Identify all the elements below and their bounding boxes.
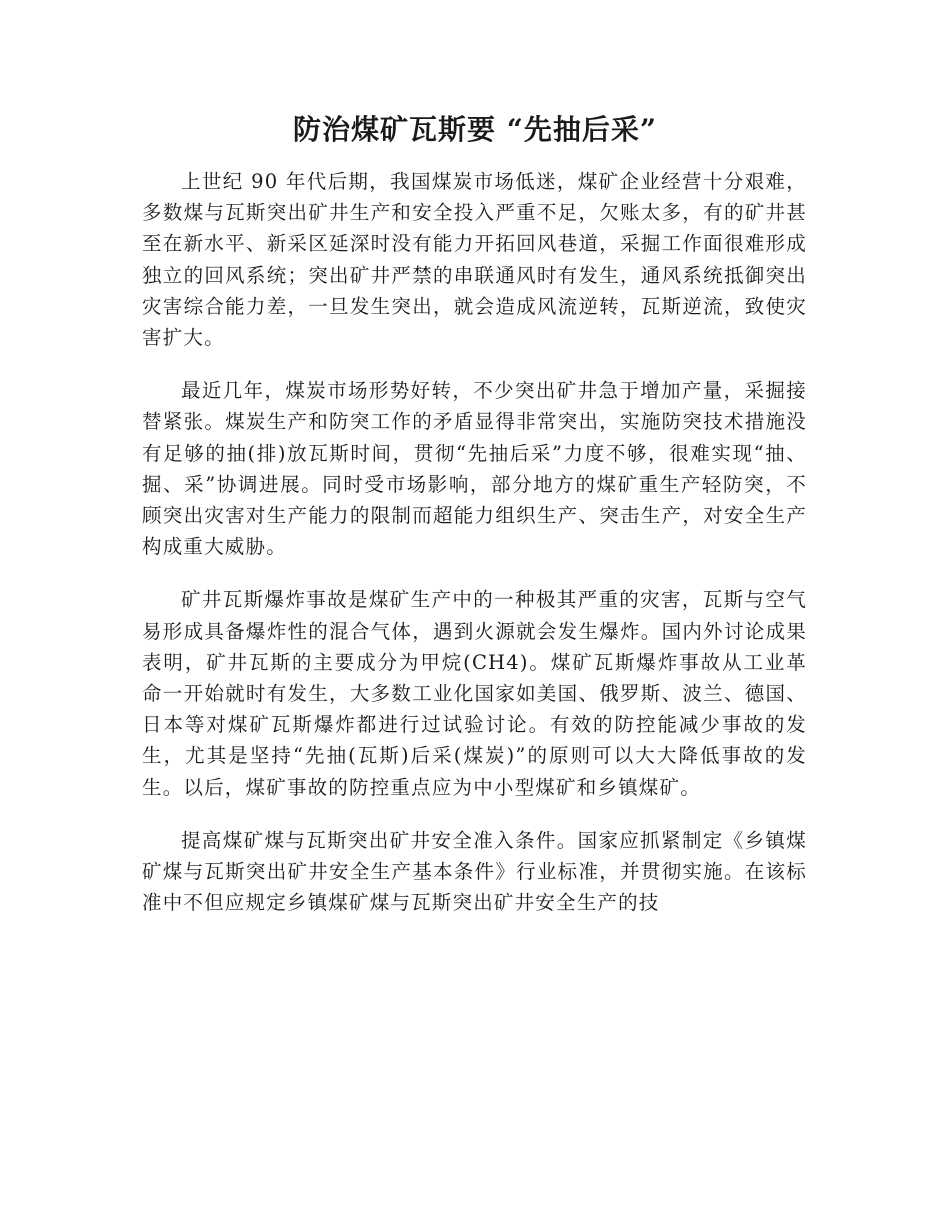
paragraph-4: 提高煤矿煤与瓦斯突出矿井安全准入条件。国家应抓紧制定《乡镇煤矿煤与瓦斯突出矿井安全生产基本条件》行业标准，并贯彻实施。在该标准中不但应规定乡镇煤矿煤与瓦斯突出矿井安全生产的技 xyxy=(142,828,807,915)
paragraph-1: 上世纪 90 年代后期，我国煤炭市场低迷，煤矿企业经营十分艰难，多数煤与瓦斯突出矿井生产和安全投入严重不足，欠账太多，有的矿井甚至在新水平、新采区延深时没有能力开拓回风巷道，采掘工作面很难形成独立的回风系统；突出矿井严禁的串联通风时有发生，通风系统抵御突出灾害综合能力差，一旦发生突出，就会造成风流逆转，瓦斯逆流，致使灾害扩大。 xyxy=(142,170,807,350)
paragraph-2: 最近几年，煤炭市场形势好转，不少突出矿井急于增加产量，采掘接替紧张。煤炭生产和防突工作的矛盾显得非常突出，实施防突技术措施没有足够的抽(排)放瓦斯时间，贯彻“先抽后采”力度不够，很难实现“抽、掘、采”协调进展。同时受市场影响，部分地方的煤矿重生产轻防突，不顾突出灾害对生产能力的限制而超能力组织生产、突击生产，对安全生产构成重大威胁。 xyxy=(142,379,807,559)
paragraph-3: 矿井瓦斯爆炸事故是煤矿生产中的一种极其严重的灾害，瓦斯与空气易形成具备爆炸性的混合气体，遇到火源就会发生爆炸。国内外讨论成果表明，矿井瓦斯的主要成分为甲烷(CH4)。煤矿瓦斯爆炸事故从工业革命一开始就时有发生，大多数工业化国家如美国、俄罗斯、波兰、德国、日本等对煤矿瓦斯爆炸都进行过试验讨论。有效的防控能减少事故的发生，尤其是坚持“先抽(瓦斯)后采(煤炭)”的原则可以大大降低事故的发生。以后，煤矿事故的防控重点应为中小型煤矿和乡镇煤矿。 xyxy=(142,588,807,799)
document-title: 防治煤矿瓦斯要 “先抽后采” xyxy=(293,113,657,146)
document-body xyxy=(142,166,807,940)
